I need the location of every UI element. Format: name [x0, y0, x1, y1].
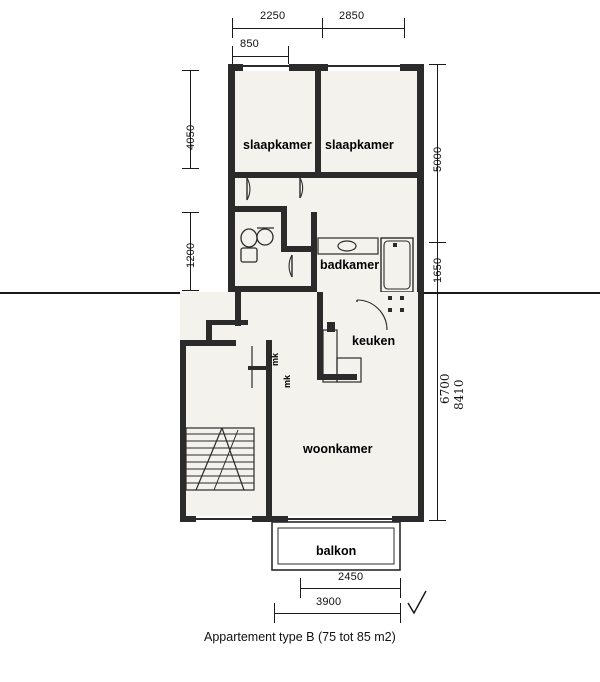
handwritten-note-8410: 8410: [452, 379, 466, 410]
room-label-balkon: balkon: [316, 544, 357, 558]
dim-right-1650: 1650: [432, 257, 444, 283]
dim-left-1200: 1200: [185, 242, 197, 268]
dim-top-2250: 2250: [260, 10, 286, 22]
page-caption: Appartement type B (75 tot 85 m2): [204, 630, 396, 644]
dim-left-4050: 4050: [185, 124, 197, 150]
room-label-slaapkamer-right: slaapkamer: [325, 138, 394, 152]
room-label-woonkamer: woonkamer: [303, 442, 373, 456]
room-label-keuken: keuken: [352, 334, 396, 348]
dim-right-5000: 5000: [432, 146, 444, 172]
room-label-slaapkamer-left: slaapkamer: [243, 138, 312, 152]
room-label-meterkast-1: mk: [270, 352, 280, 366]
dim-top-2850: 2850: [339, 10, 365, 22]
room-label-meterkast-2: mk: [282, 374, 292, 388]
dim-top-850: 850: [240, 38, 259, 50]
dim-right-6700: 6700: [438, 373, 452, 404]
dim-bottom-3900: 3900: [316, 596, 342, 608]
room-label-badkamer: badkamer: [320, 258, 380, 272]
dim-bottom-2450: 2450: [338, 571, 364, 583]
